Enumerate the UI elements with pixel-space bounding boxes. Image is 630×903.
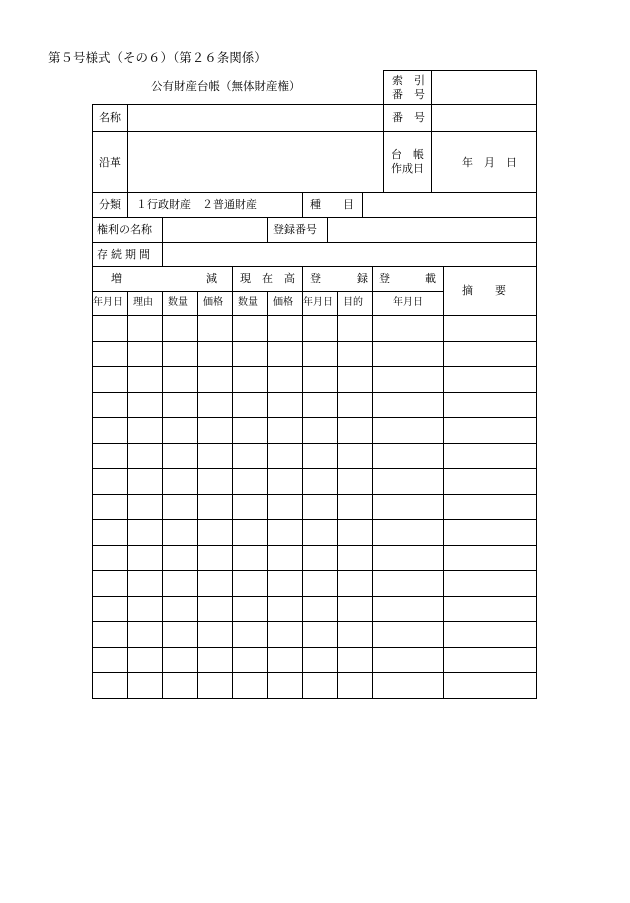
category-label: 分類: [99, 198, 121, 211]
rule: [362, 192, 363, 217]
rule: [92, 131, 537, 132]
rule: [267, 217, 268, 242]
rule: [327, 217, 328, 242]
col-price-2: 価格: [273, 297, 293, 308]
rule: [372, 266, 373, 698]
registration-header: 登: [310, 272, 321, 285]
rule: [92, 192, 537, 193]
rule: [431, 70, 432, 192]
col-qty-1: 数量: [168, 297, 188, 308]
rule: [302, 266, 303, 698]
type-label: 種 目: [310, 198, 354, 211]
name-label: 名称: [99, 111, 121, 124]
table-row-rule: [92, 621, 537, 622]
ledger-title: 公有財産台帳（無体財産権）: [151, 79, 301, 93]
entry-header-2: 載: [425, 272, 436, 285]
rule: [383, 70, 384, 192]
rule: [232, 266, 233, 698]
ledger-date-label-1: 台 帳: [391, 148, 424, 161]
number-label: 番 号: [392, 111, 425, 124]
table-row-rule: [92, 341, 537, 342]
rule: [92, 242, 537, 243]
increase-header: 増: [111, 272, 122, 285]
rule: [162, 217, 163, 242]
form-heading: 第５号様式（その６）（第２６条関係）: [48, 50, 267, 65]
table-row-rule: [92, 570, 537, 571]
col-reason: 理由: [133, 297, 153, 308]
col-purpose: 目的: [343, 297, 363, 308]
rule: [92, 315, 537, 316]
index-number-label-1: 索 引: [392, 74, 425, 87]
ledger-date-value: 年 月 日: [462, 156, 517, 169]
table-row-rule: [92, 443, 537, 444]
registration-header-2: 録: [357, 272, 368, 285]
history-label: 沿革: [99, 156, 121, 169]
table-row-rule: [92, 672, 537, 673]
rule: [302, 192, 303, 217]
index-number-label-2: 番 号: [392, 88, 425, 101]
col-price-1: 価格: [203, 297, 223, 308]
duration-label: 存続期間: [97, 248, 153, 261]
table-row-rule: [92, 596, 537, 597]
rule: [536, 70, 537, 698]
rule: [383, 70, 537, 71]
table-row-rule: [92, 494, 537, 495]
table-row-rule: [92, 545, 537, 546]
col-qty-2: 数量: [238, 297, 258, 308]
table-row-rule: [92, 647, 537, 648]
rule: [443, 266, 444, 698]
rule: [92, 104, 537, 105]
decrease-header: 減: [206, 272, 217, 285]
rule: [92, 104, 93, 698]
right-name-label: 権利の名称: [97, 223, 152, 236]
table-row-rule: [92, 417, 537, 418]
ledger-date-label-2: 作成日: [391, 162, 424, 175]
summary-header: 摘 要: [462, 284, 506, 297]
current-header: 現 在 高: [240, 272, 295, 285]
table-row-rule: [92, 468, 537, 469]
category-value: １行政財産 ２普通財産: [136, 198, 257, 211]
rule: [92, 266, 537, 267]
rule: [162, 242, 163, 266]
table-row-rule: [92, 366, 537, 367]
col-date-3: 年月日: [393, 297, 423, 308]
table-row-rule: [92, 698, 537, 699]
registration-number-label: 登録番号: [273, 223, 317, 236]
entry-header: 登: [379, 272, 390, 285]
rule: [92, 217, 537, 218]
rule: [127, 104, 128, 217]
col-date-1: 年月日: [93, 297, 123, 308]
table-row-rule: [92, 519, 537, 520]
table-row-rule: [92, 392, 537, 393]
col-date-2: 年月日: [303, 297, 333, 308]
